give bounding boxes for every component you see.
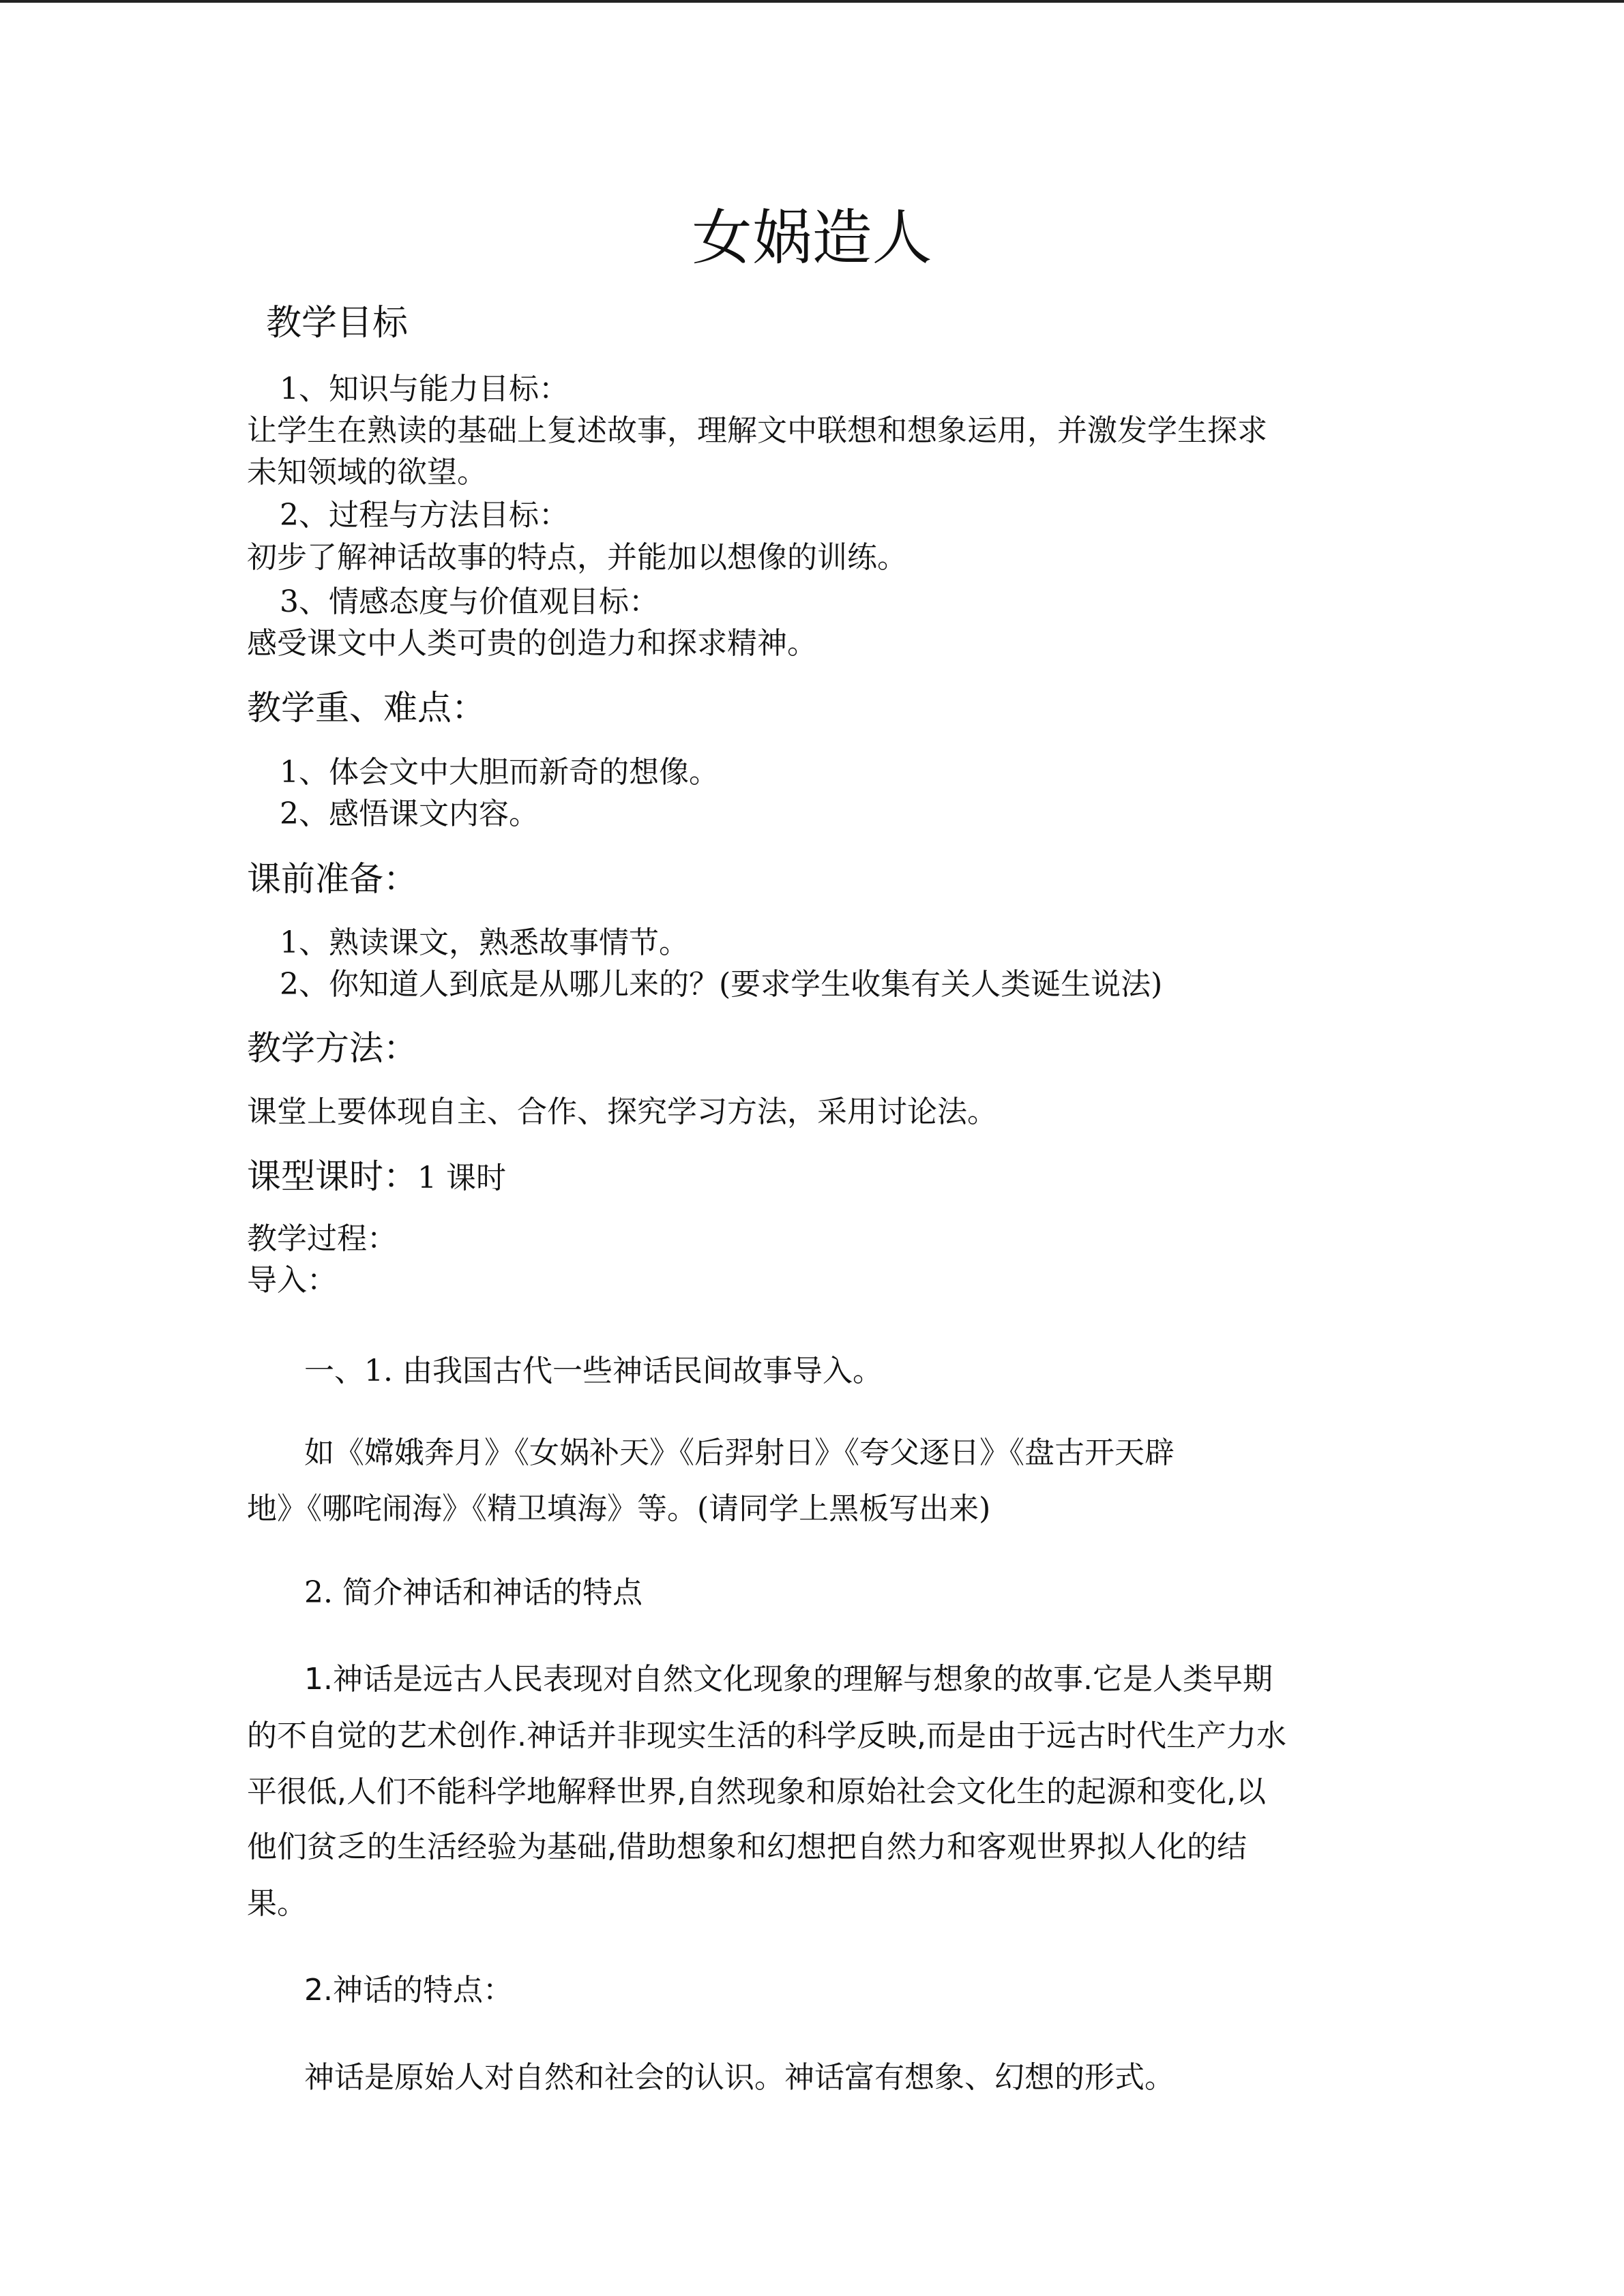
- intro-label: 导入：: [247, 1263, 337, 1298]
- key-point-1: 1、体会文中大胆而新奇的想像。: [280, 755, 719, 790]
- process-heading: 教学过程：: [247, 1221, 397, 1256]
- page-title: 女娲造人: [692, 203, 932, 273]
- process-step-1: 一、1. 由我国古代一些神话民间故事导入。: [304, 1354, 883, 1388]
- objectives-heading: 教学目标: [266, 303, 409, 344]
- features-text: 神话是原始人对自然和社会的认识。神话富有想象、幻想的形式。: [304, 2060, 1175, 2095]
- definition-line-3: 平很低,人们不能科学地解释世界,自然现象和原始社会文化生的起源和变化,以: [247, 1774, 1266, 1809]
- preparation-heading: 课前准备：: [247, 859, 417, 899]
- process-step-2: 2. 简介神话和神话的特点: [304, 1575, 643, 1610]
- preparation-item-2: 2、你知道人到底是从哪儿来的？(要求学生收集有关人类诞生说法): [280, 967, 1163, 1002]
- definition-line-2: 的不自觉的艺术创作.神话并非现实生活的科学反映,而是由于远古时代生产力水: [247, 1718, 1286, 1753]
- method-text: 课堂上要体现自主、合作、探究学习方法，采用讨论法。: [247, 1094, 997, 1129]
- method-heading: 教学方法：: [247, 1028, 417, 1068]
- key-points-heading: 教学重、难点：: [247, 688, 486, 728]
- definition-line-1: 1.神话是远古人民表现对自然文化现象的理解与想象的故事.它是人类早期: [304, 1662, 1273, 1697]
- examples-line-2: 地》《哪咤闹海》《精卫填海》等。(请同学上黑板写出来): [247, 1491, 991, 1526]
- definition-line-4: 他们贫乏的生活经验为基础,借助想象和幻想把自然力和客观世界拟人化的结: [247, 1830, 1247, 1864]
- lesson-type-row: [247, 1157, 506, 1196]
- lesson-type-heading: 课型课时：: [247, 1157, 417, 1196]
- preparation-item-1: 1、熟读课文，熟悉故事情节。: [280, 925, 689, 960]
- lesson-type-value: 1 课时: [417, 1161, 506, 1195]
- objective-2-text: 初步了解神话故事的特点，并能加以想像的训练。: [247, 540, 907, 575]
- top-border-rule: [0, 0, 1624, 3]
- key-point-2: 2、感悟课文内容。: [280, 796, 539, 831]
- objective-1-text-line-1: 让学生在熟读的基础上复述故事，理解文中联想和想象运用，并激发学生探求: [247, 413, 1267, 448]
- objective-2-label: 2、过程与方法目标：: [280, 498, 569, 533]
- examples-line-1: 如《嫦娥奔月》《女娲补天》《后羿射日》《夸父逐日》《盘古开天辟: [304, 1435, 1175, 1470]
- objective-1-text-line-2: 未知领域的欲望。: [247, 455, 487, 490]
- features-label: 2.神话的特点：: [304, 1973, 513, 2008]
- objective-1-label: 1、知识与能力目标：: [280, 372, 569, 406]
- definition-line-5: 果。: [247, 1886, 307, 1921]
- objective-3-text: 感受课文中人类可贵的创造力和探求精神。: [247, 626, 817, 661]
- objective-3-label: 3、情感态度与价值观目标：: [280, 584, 659, 619]
